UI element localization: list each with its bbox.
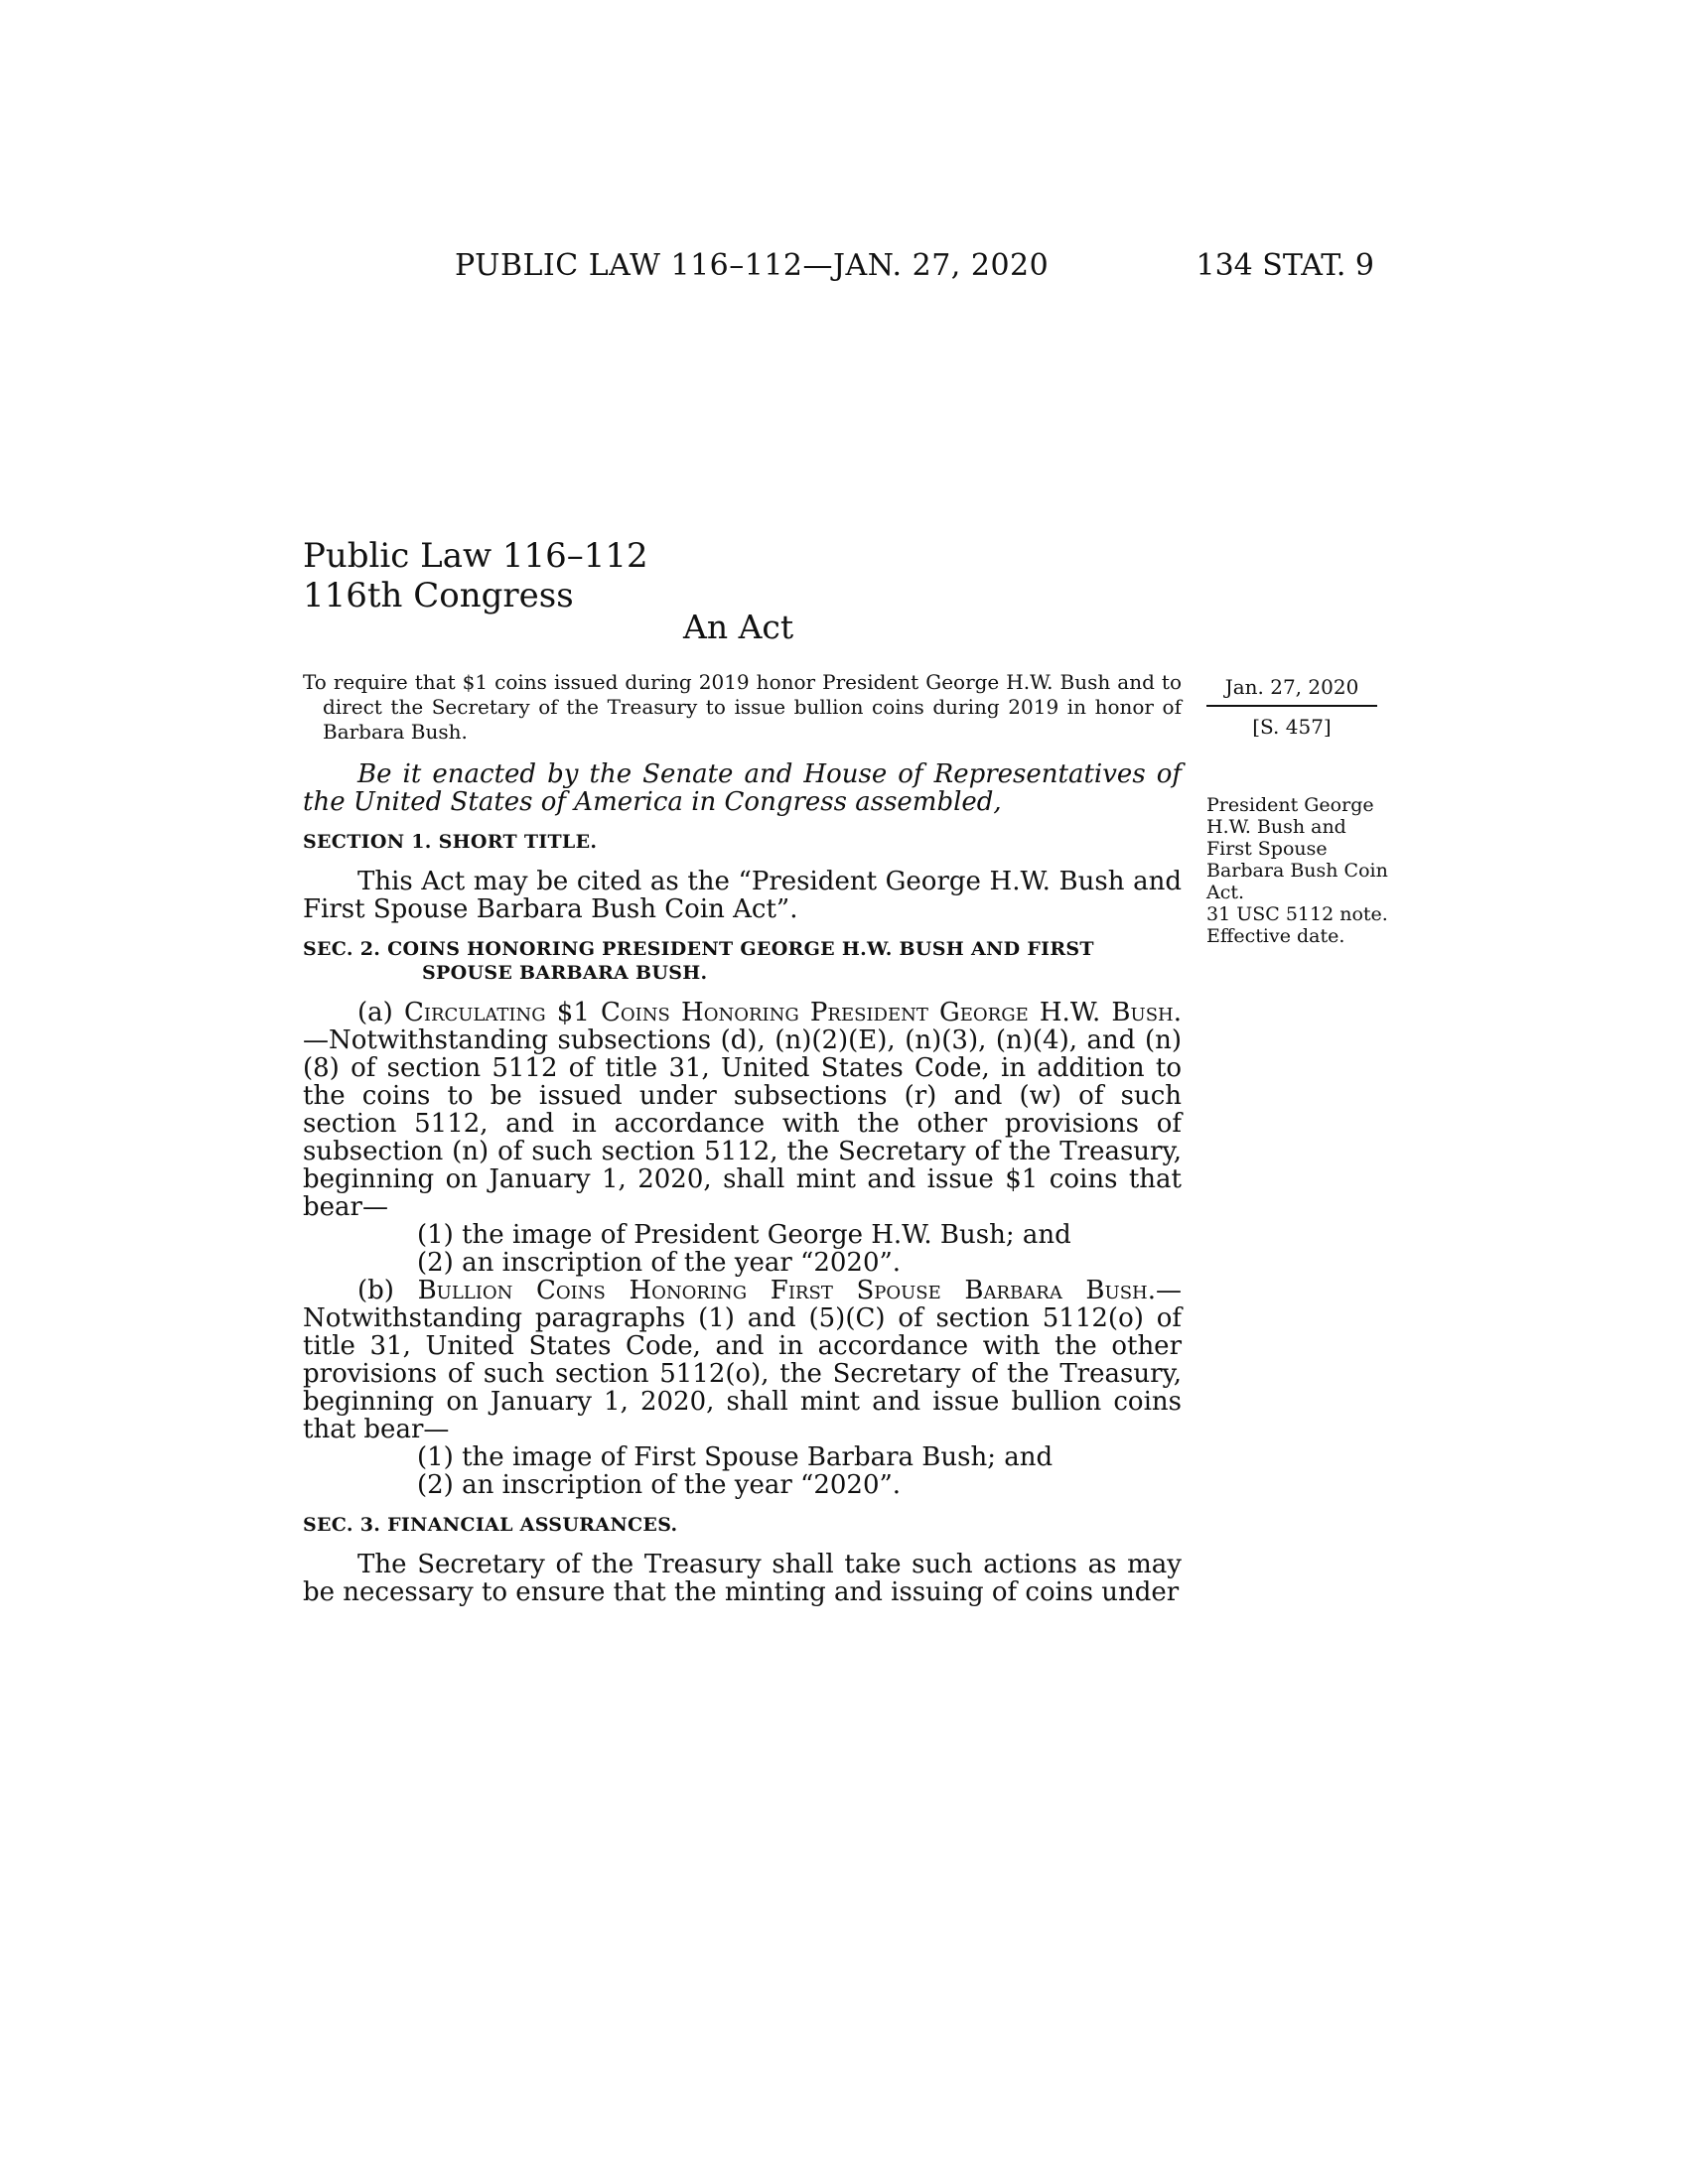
margin-date: Jan. 27, 2020	[1206, 675, 1377, 707]
section-3-heading: SEC. 3. FINANCIAL ASSURANCES.	[303, 1514, 678, 1536]
act-heading: An Act	[683, 608, 794, 646]
subsection-b-item-2: (2) an inscription of the year “2020”.	[417, 1470, 902, 1500]
subsection-b-body: —Notwithstanding paragraphs (1) and (5)(C) of section 5112(o) of title 31, United States Code, and in accordance with the other provisions of such section 5112(o), the Secretary of the Treasury, beginning on January 1, 2020, shall mint and issue bullion coins that bear—	[303, 1276, 1183, 1444]
section-2-heading: SEC. 2. COINS HONORING PRESIDENT GEORGE H.W. BUSH AND FIRST SPOUSE BARBARA BUSH.	[303, 938, 1094, 984]
section-2a-text	[303, 999, 1182, 1221]
long-title: To require that $1 coins issued during 2019 honor President George H.W. Bush and to direct the Secretary of the Treasury to issue bullion coins during 2019 in honor of Barbara Bush.	[303, 670, 1182, 744]
subsection-b-caption: Bullion Coins Honoring First Spouse Barbara Bush.	[417, 1276, 1157, 1305]
section-1-heading: SECTION 1. SHORT TITLE.	[303, 831, 598, 853]
law-number: Public Law 116–112	[303, 536, 648, 576]
margin-notes	[1206, 794, 1390, 947]
margin-bill-number: [S. 457]	[1252, 715, 1332, 739]
subsection-b-label: (b)	[357, 1276, 418, 1305]
subsection-a-item-1: (1) the image of President George H.W. Bush; and	[417, 1220, 1071, 1250]
section-3-text: The Secretary of the Treasury shall take such actions as may be necessary to ensure that the minting and issuing of coins under	[303, 1550, 1182, 1607]
subsection-b-item-1: (1) the image of First Spouse Barbara Bush; and	[417, 1442, 1054, 1472]
margin-note-usc: 31 USC 5112 note.	[1206, 903, 1388, 925]
subsection-a-caption: Circulating $1 Coins Honoring President George H.W. Bush.	[403, 998, 1182, 1027]
stat-page-number: 134 STAT. 9	[1196, 248, 1374, 283]
law-title-block	[303, 536, 648, 615]
section-1-text: This Act may be cited as the “President George H.W. Bush and First Spouse Barbara Bush Coin Act”.	[303, 867, 1182, 924]
running-head: PUBLIC LAW 116–112—JAN. 27, 2020	[455, 248, 1050, 283]
section-2b-text	[303, 1277, 1182, 1443]
enacting-clause: Be it enacted by the Senate and House of Representatives of the United States of America in Congress assembled,	[303, 759, 1182, 817]
margin-note-short-title: President George H.W. Bush and First Spouse Barbara Bush Coin Act.	[1206, 794, 1388, 903]
act-body	[303, 760, 1182, 1606]
margin-note-effective-date: Effective date.	[1206, 925, 1345, 947]
subsection-a-label: (a)	[357, 998, 404, 1027]
subsection-a-body: —Notwithstanding subsections (d), (n)(2)(E), (n)(3), (n)(4), and (n)(8) of section 5112 of title 31, United States Code, in addition to the coins to be issued under subsections (r) and (w) of such section 5112, and in accordance with the other provisions of subsection (n) of such section 5112, the Secretary of the Treasury, beginning on January 1, 2020, shall mint and issue $1 coins that bear—	[303, 1025, 1182, 1222]
subsection-a-item-2: (2) an inscription of the year “2020”.	[417, 1248, 902, 1278]
congress: 116th Congress	[303, 576, 574, 615]
